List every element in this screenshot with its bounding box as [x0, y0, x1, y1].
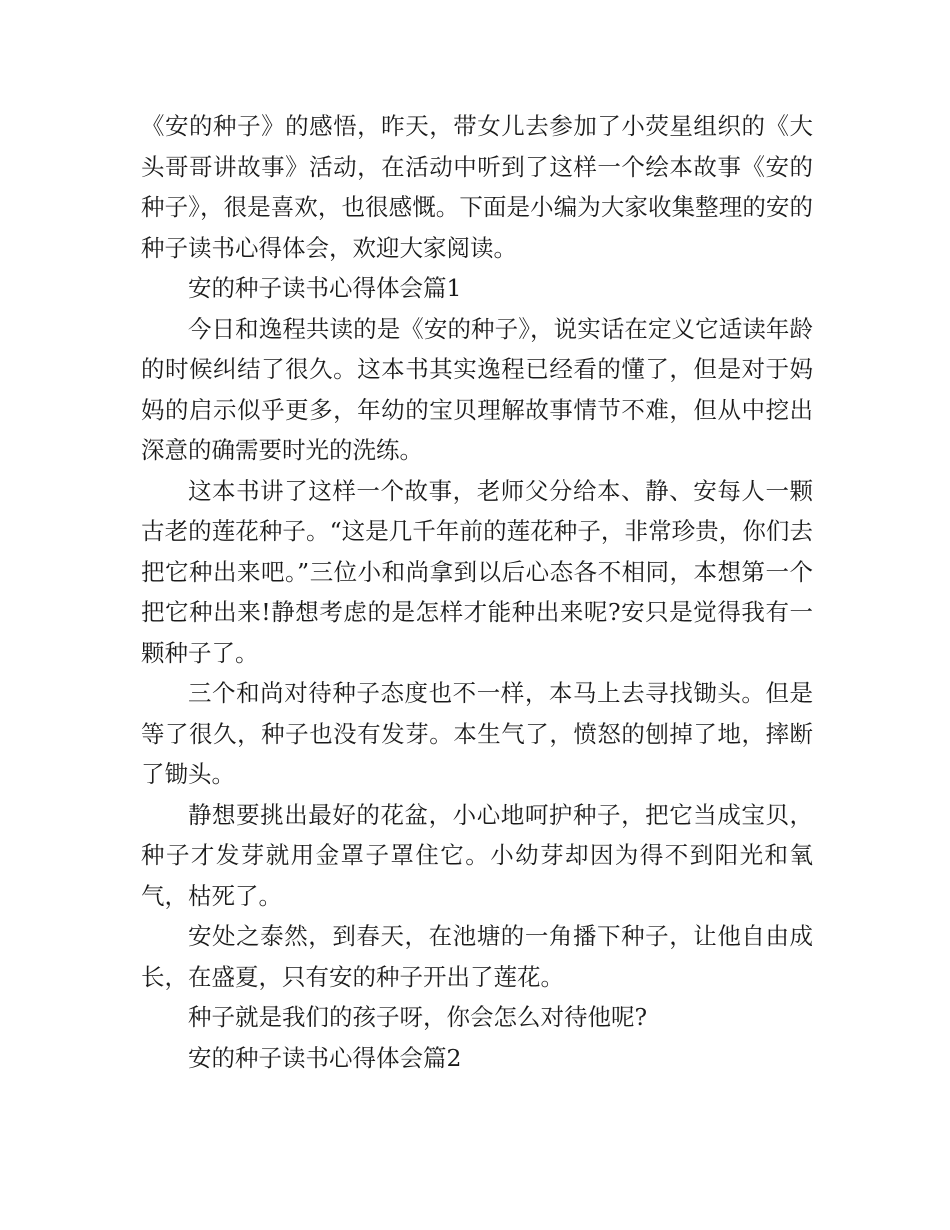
body-paragraph: 静想要挑出最好的花盆，小心地呵护种子，把它当成宝贝，种子才发芽就用金罩子罩住它。小幼芽却因为得不到阳光和氧气，枯死了。: [141, 800, 813, 910]
body-paragraph: 种子就是我们的孩子呀，你会怎么对待他呢?: [188, 1003, 648, 1031]
section-heading-1: 安的种子读书心得体会篇1: [188, 274, 462, 302]
document-body: [141, 106, 813, 1078]
body-paragraph: 三个和尚对待种子态度也不一样，本马上去寻找锄头。但是等了很久，种子也没有发芽。本生气了，愤怒的刨掉了地，摔断了锄头。: [141, 679, 813, 788]
body-paragraph: 这本书讲了这样一个故事，老师父分给本、静、安每人一颗古老的莲花种子。“这是几千年前的莲花种子，非常珍贵，你们去把它种出来吧。”三位小和尚拿到以后心态各不相同，本想第一个把它种出来!静想考虑的是怎样才能种出来呢?安只是觉得我有一颗种子了。: [141, 476, 813, 667]
body-paragraph: 安处之泰然，到春天，在池塘的一角播下种子，让他自由成长，在盛夏，只有安的种子开出了莲花。: [141, 922, 813, 991]
intro-paragraph: 《安的种子》的感悟，昨天，带女儿去参加了小荧星组织的《大头哥哥讲故事》活动，在活动中听到了这样一个绘本故事《安的种子》，很是喜欢，也很感慨。下面是小编为大家收集整理的安的种子读书心得体会，欢迎大家阅读。: [141, 112, 813, 262]
section-heading-2: 安的种子读书心得体会篇2: [188, 1043, 462, 1072]
body-paragraph: 今日和逸程共读的是《安的种子》，说实话在定义它适读年龄的时候纠结了很久。这本书其实逸程已经看的懂了，但是对于妈妈的启示似乎更多，年幼的宝贝理解故事情节不难，但从中挖出深意的确需要时光的洗练。: [141, 314, 813, 464]
